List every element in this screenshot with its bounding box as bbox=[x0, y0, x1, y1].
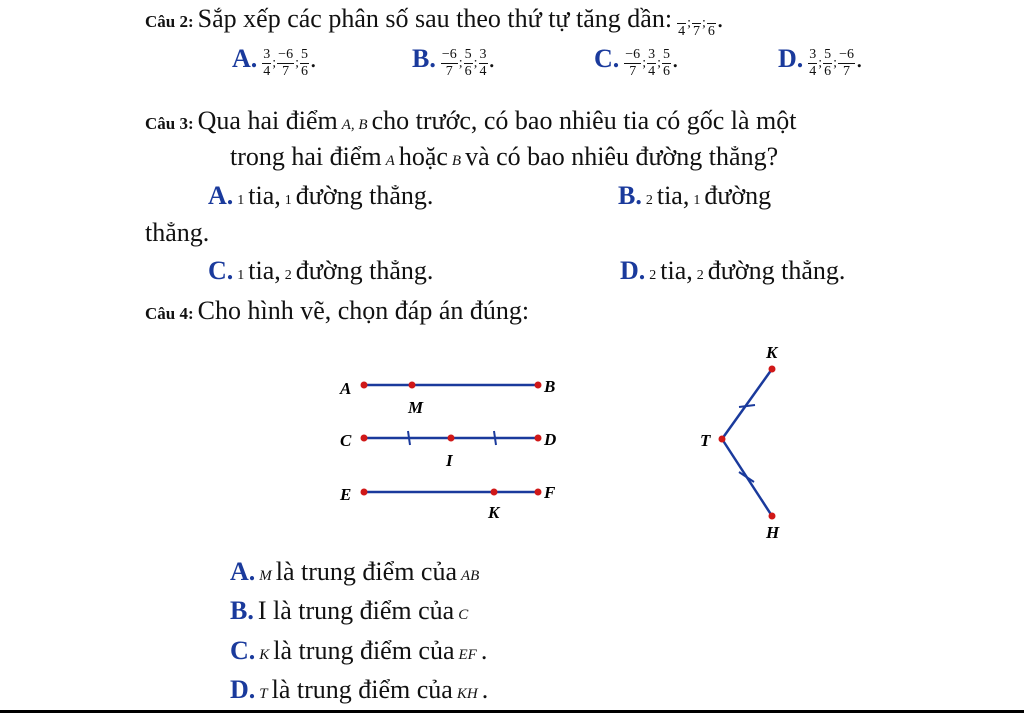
fraction-denominator: 4 bbox=[479, 63, 487, 79]
q3-option-d-text1: tia, bbox=[660, 256, 693, 285]
q2-option-d[interactable]: D. $\frac{3}{4}$ ; $\frac{5}{6}$ ; $\frac{-6}{7}$ . bbox=[778, 44, 863, 79]
q4-heading bbox=[145, 296, 529, 326]
fraction-numerator: 3 bbox=[479, 46, 487, 62]
q2-heading: Câu 2: Sắp xếp các phân số sau theo thứ tự tăng dần: 4 ; 7 ; 6 . bbox=[145, 4, 724, 39]
q4-option-d-text: là trung điểm của bbox=[271, 675, 453, 704]
q3-option-d-num2: 2 bbox=[696, 268, 704, 283]
label-c: C bbox=[340, 431, 352, 450]
q3-option-a-text2: đường thẳng. bbox=[295, 181, 434, 210]
q2-option-d-letter: D. bbox=[778, 44, 804, 73]
q3-point-a: A bbox=[385, 153, 395, 169]
tick-th bbox=[739, 472, 754, 482]
q3-option-b[interactable] bbox=[618, 181, 771, 211]
q4-option-c-point: K bbox=[259, 647, 270, 663]
q4-option-b[interactable] bbox=[230, 596, 468, 626]
fraction-denominator: 6 bbox=[464, 63, 472, 79]
fraction bbox=[300, 47, 309, 80]
q3-text-2b: hoặc bbox=[398, 142, 448, 171]
fraction-denominator: 4 bbox=[648, 63, 656, 79]
fraction-denominator: 7 bbox=[445, 63, 453, 79]
fraction-numerator: 5 bbox=[662, 46, 670, 62]
fraction-separator: ; bbox=[458, 55, 463, 71]
fraction-separator: ; bbox=[295, 55, 299, 71]
q3-option-a[interactable] bbox=[208, 181, 433, 211]
fraction-denominator: 4 bbox=[263, 63, 271, 79]
fraction-numerator bbox=[677, 7, 686, 24]
label-a: A bbox=[340, 379, 352, 398]
label-m: M bbox=[408, 398, 424, 417]
q3-option-b-wrap-text: thẳng. bbox=[145, 218, 210, 247]
q4-option-a-letter: A. bbox=[230, 557, 256, 586]
q4-text: Cho hình vẽ, chọn đáp án đúng: bbox=[197, 296, 530, 325]
point-c bbox=[361, 435, 368, 442]
point-d bbox=[535, 435, 542, 442]
q3-points-ab: A, B bbox=[341, 117, 368, 133]
fraction-denominator: 6 bbox=[662, 63, 670, 79]
fraction bbox=[662, 47, 671, 80]
fraction bbox=[808, 47, 817, 80]
q4-option-b-text: I là trung điểm của bbox=[257, 596, 455, 625]
label-b: B bbox=[544, 377, 556, 396]
fraction bbox=[277, 47, 294, 80]
label-t: T bbox=[700, 431, 711, 450]
q3-label: Câu 3: bbox=[145, 114, 194, 133]
fraction bbox=[707, 7, 716, 40]
fraction-numerator: 5 bbox=[300, 46, 308, 62]
fraction-separator: ; bbox=[642, 55, 647, 71]
q3-option-d[interactable] bbox=[620, 256, 845, 286]
q3-option-d-num1: 2 bbox=[649, 268, 657, 283]
fraction-separator: ; bbox=[701, 15, 706, 31]
fraction bbox=[838, 47, 855, 80]
tick-kt bbox=[739, 405, 755, 407]
q3-text-1b: cho trước, có bao nhiêu tia có gốc là một bbox=[371, 106, 797, 135]
q3-option-d-letter: D. bbox=[620, 256, 646, 285]
fraction-separator: ; bbox=[657, 55, 661, 71]
q2-option-b-letter: B. bbox=[412, 44, 436, 73]
fraction-separator: ; bbox=[473, 55, 478, 71]
fraction-denominator: 7 bbox=[843, 63, 851, 79]
q4-option-a-text: là trung điểm của bbox=[275, 557, 457, 586]
q3-line2 bbox=[230, 142, 778, 172]
q3-option-c-num1: 1 bbox=[237, 268, 245, 283]
q4-option-b-letter: B. bbox=[230, 596, 254, 625]
label-h: H bbox=[766, 523, 780, 542]
q3-option-c-num2: 2 bbox=[284, 268, 292, 283]
fraction bbox=[479, 47, 488, 80]
fraction-denominator: 7 bbox=[692, 23, 700, 39]
point-a bbox=[361, 382, 368, 389]
q3-option-a-letter: A. bbox=[208, 181, 234, 210]
q4-option-c-letter: C. bbox=[230, 636, 256, 665]
q3-option-b-num1: 2 bbox=[645, 193, 653, 208]
q3-option-a-num1: 1 bbox=[237, 193, 245, 208]
q3-text-2a: trong hai điểm bbox=[230, 142, 382, 171]
point-k bbox=[491, 489, 498, 496]
point-h bbox=[769, 513, 776, 520]
tick-ci bbox=[408, 431, 410, 445]
q4-option-a-segment: AB bbox=[461, 568, 480, 584]
q4-option-d-letter: D. bbox=[230, 675, 256, 704]
point-i bbox=[448, 435, 455, 442]
figure-kth bbox=[690, 336, 810, 548]
q3-option-b-text1: tia, bbox=[656, 181, 690, 210]
point-k2 bbox=[769, 366, 776, 373]
label-f: F bbox=[544, 483, 556, 502]
q3-option-b-letter: B. bbox=[618, 181, 642, 210]
label-i: I bbox=[446, 451, 453, 470]
fraction bbox=[464, 47, 473, 80]
q3-option-b-num2: 1 bbox=[693, 193, 701, 208]
q2-option-a-letter: A. bbox=[232, 44, 258, 73]
q4-option-d[interactable] bbox=[230, 675, 488, 705]
label-e: E bbox=[340, 485, 352, 504]
fraction-separator: ; bbox=[818, 55, 823, 71]
q3-option-c-text1: tia, bbox=[248, 256, 281, 285]
q3-option-c[interactable] bbox=[208, 256, 433, 286]
fraction-numerator: 3 bbox=[648, 46, 656, 62]
q3-option-a-text1: tia, bbox=[248, 181, 281, 210]
point-e bbox=[361, 489, 368, 496]
q4-option-a[interactable] bbox=[230, 557, 479, 587]
q2-option-c[interactable]: C. $\frac{-6}{7}$ ; $\frac{3}{4}$ ; $\frac{5}{6}$ . bbox=[594, 44, 679, 79]
point-f bbox=[535, 489, 542, 496]
q3-option-b-wrap bbox=[145, 218, 209, 248]
fraction-numerator: 5 bbox=[464, 46, 472, 62]
q3-point-b: B bbox=[451, 153, 462, 169]
fraction bbox=[262, 47, 271, 80]
fraction-numerator: 3 bbox=[263, 46, 271, 62]
fraction-separator: ; bbox=[687, 15, 691, 31]
q4-option-c[interactable] bbox=[230, 636, 487, 666]
fraction-numerator: −6 bbox=[278, 46, 294, 62]
q4-label: Câu 4: bbox=[145, 304, 194, 323]
q4-option-c-text: là trung điểm của bbox=[273, 636, 455, 665]
q4-option-d-point: T bbox=[259, 686, 268, 702]
fraction-numerator bbox=[707, 7, 716, 24]
label-d: D bbox=[544, 430, 557, 449]
segment-kt bbox=[722, 369, 772, 439]
fraction-numerator: 3 bbox=[809, 46, 817, 62]
q4-option-b-segment: C bbox=[458, 607, 469, 623]
q3-text-2c: và có bao nhiêu đường thẳng? bbox=[465, 142, 779, 171]
fraction-numerator: −6 bbox=[441, 46, 457, 62]
fraction-numerator bbox=[692, 7, 701, 24]
q3-option-d-text2: đường thẳng. bbox=[707, 256, 846, 285]
fraction bbox=[692, 7, 701, 40]
fraction-separator: ; bbox=[272, 55, 277, 71]
fraction-denominator: 7 bbox=[282, 63, 290, 79]
q2-label: Câu 2: bbox=[145, 12, 194, 31]
q3-line1 bbox=[145, 106, 797, 136]
fraction bbox=[624, 47, 641, 80]
q3-option-c-letter: C. bbox=[208, 256, 234, 285]
q4-option-c-segment: EF bbox=[458, 647, 477, 663]
fraction-denominator: 7 bbox=[629, 63, 637, 79]
label-k2: K bbox=[766, 343, 778, 362]
point-t bbox=[719, 436, 726, 443]
fraction-numerator: 5 bbox=[824, 46, 832, 62]
fraction-denominator: 6 bbox=[824, 63, 832, 79]
q3-option-b-text2: đường bbox=[704, 181, 772, 210]
label-k: K bbox=[488, 503, 500, 522]
tick-id bbox=[494, 431, 496, 445]
fraction-denominator: 4 bbox=[809, 63, 817, 79]
q2-option-c-letter: C. bbox=[594, 44, 620, 73]
point-b bbox=[535, 382, 542, 389]
q4-option-c-end: . bbox=[480, 636, 488, 665]
fraction-denominator: 6 bbox=[300, 63, 308, 79]
figure-segments bbox=[330, 370, 580, 530]
fraction-numerator: −6 bbox=[625, 46, 641, 62]
q2-prompt-fractions bbox=[676, 14, 717, 39]
point-m bbox=[409, 382, 416, 389]
fraction bbox=[823, 47, 832, 80]
q3-option-a-num2: 1 bbox=[284, 193, 292, 208]
fraction-denominator: 6 bbox=[707, 23, 715, 39]
q4-option-d-end: . bbox=[481, 675, 489, 704]
q2-text: Sắp xếp các phân số sau theo thứ tự tăng dần: bbox=[197, 4, 673, 33]
fraction bbox=[677, 7, 686, 40]
q2-option-a[interactable]: A. $\frac{3}{4}$ ; $\frac{-6}{7}$ ; $\frac{5}{6}$ . bbox=[232, 44, 317, 79]
fraction bbox=[647, 47, 656, 80]
fraction-denominator: 4 bbox=[678, 23, 686, 39]
fraction bbox=[441, 47, 458, 80]
fraction-separator: ; bbox=[833, 55, 838, 71]
q4-option-d-segment: KH bbox=[456, 686, 478, 702]
q3-text-1a: Qua hai điểm bbox=[197, 106, 338, 135]
q3-option-c-text2: đường thẳng. bbox=[295, 256, 434, 285]
fraction-numerator: −6 bbox=[839, 46, 854, 62]
q4-option-a-point: M bbox=[259, 568, 272, 584]
q2-option-b[interactable]: B. $\frac{-6}{7}$ ; $\frac{5}{6}$ ; $\frac{3}{4}$ . bbox=[412, 44, 496, 79]
